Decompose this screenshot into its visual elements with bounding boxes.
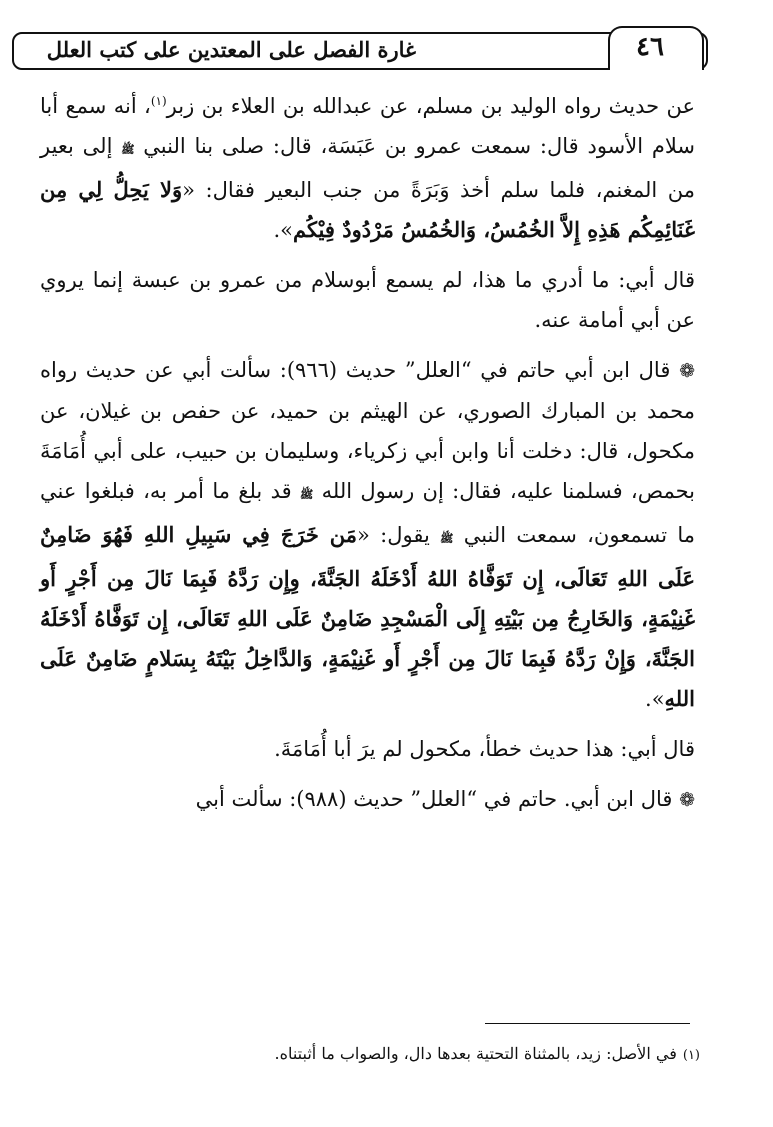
text-run: قال أبي: ما أدري ما هذا، لم يسمع أبوسلام من عمرو بن عبسة إنما يروي عن أبي أمامة عنه.: [40, 268, 695, 332]
text-run: عن حديث رواه الوليد بن مسلم، عن عبدالله بن العلاء بن زبر: [166, 94, 695, 118]
footnote-separator: [485, 1023, 690, 1024]
text-run: يقول: «: [357, 523, 430, 547]
page-number: ٤٦: [636, 32, 664, 62]
hadith-quote: مَن خَرَجَ فِي سَبِيلِ اللهِ فَهُوَ ضَامِنٌ عَلَى اللهِ تَعَالَى، إِن تَوَفَّاهُ اللهُ أَدْخَلَهُ الجَنَّةَ، وِإِن رَدَّهُ فَبِمَا نَالَ مِن أَجْرٍ أَو غَنِيْمَةٍ، وَالخَارِجُ مِن بَيْتِهِ إِلَى الْمَسْجِدِ ضَامِنٌ عَلَى اللهِ تَعَالَى، إِن تَوَفَّاهُ أَدْخَلَهُ الجَنَّةَ، وَإِنْ رَدَّهُ فَبِمَا نَالَ مِن أَجْرٍ أَو غَنِيْمَةٍ، وَالدَّاخِلُ بَيْتَهُ بِسَلامٍ ضَامِنٌ عَلَى اللهِ: [40, 522, 695, 711]
salawat-honorific: ﷺ: [440, 532, 454, 545]
footnote-text: في الأصل: زيد، بالمثناة التحتية بعدها دال، والصواب ما أثبتناه.: [274, 1044, 677, 1063]
text-run: ».: [273, 218, 293, 242]
text-run: ».: [645, 687, 665, 711]
paragraph-2: [40, 260, 695, 340]
paragraph-1: [40, 86, 695, 250]
text-run: قال أبي: هذا حديث خطأ، مكحول لم يرَ أبا أُمَامَةَ.: [274, 737, 695, 761]
text-run: قد بلغ ما أمر به، فبلغوا عني ما تسمعون، سمعت النبي: [40, 479, 695, 547]
paragraph-3: [40, 350, 695, 719]
salawat-honorific: ﷺ: [300, 488, 314, 501]
footnote-reference[interactable]: (١): [150, 94, 167, 108]
salawat-honorific: ﷺ: [121, 143, 135, 156]
header-title: غارة الفصل على المعتدين على كتب العلل: [46, 37, 416, 62]
paragraph-4: [40, 729, 695, 769]
running-header: [12, 32, 708, 70]
text-run: قال ابن أبي. حاتم في “العلل” حديث (٩٨٨): سألت أبي: [195, 787, 673, 811]
text-run: ، أنه سمع أبا سلام الأسود قال: سمعت عمرو بن عَبَسَة، قال: صلى بنا النبي: [40, 94, 695, 158]
flower-ornament-icon: ❁: [679, 789, 695, 811]
flower-ornament-icon: ❁: [679, 360, 695, 382]
main-text: [40, 86, 695, 830]
text-run: قال ابن أبي حاتم في “العلل” حديث (٩٦٦): سألت أبي عن حديث رواه محمد بن المبارك الصوري، عن الهيثم بن حميد، عن حفص بن غيلان، عن مكحول، قال: دخلت أنا وابن أبي زكرياء، وسليمان بن حبيب، على أبي أُمَامَةَ بحمص، فسلمنا عليه، فقال: إن رسول الله: [40, 358, 695, 503]
text-run: إلى بعير من المغنم، فلما سلم أخذ وَبَرَةً من جنب البعير فقال: «: [40, 134, 695, 202]
hadith-quote: وَلا يَحِلُّ لِي مِن غَنَائِمِكُم هَذِهِ إِلاَّ الخُمُسُ، وَالخُمُسُ مَرْدُودٌ فِيْكُم: [40, 177, 695, 242]
footnote-marker: (١): [682, 1048, 700, 1063]
paragraph-5: [40, 779, 695, 820]
footnote: [40, 1040, 700, 1070]
